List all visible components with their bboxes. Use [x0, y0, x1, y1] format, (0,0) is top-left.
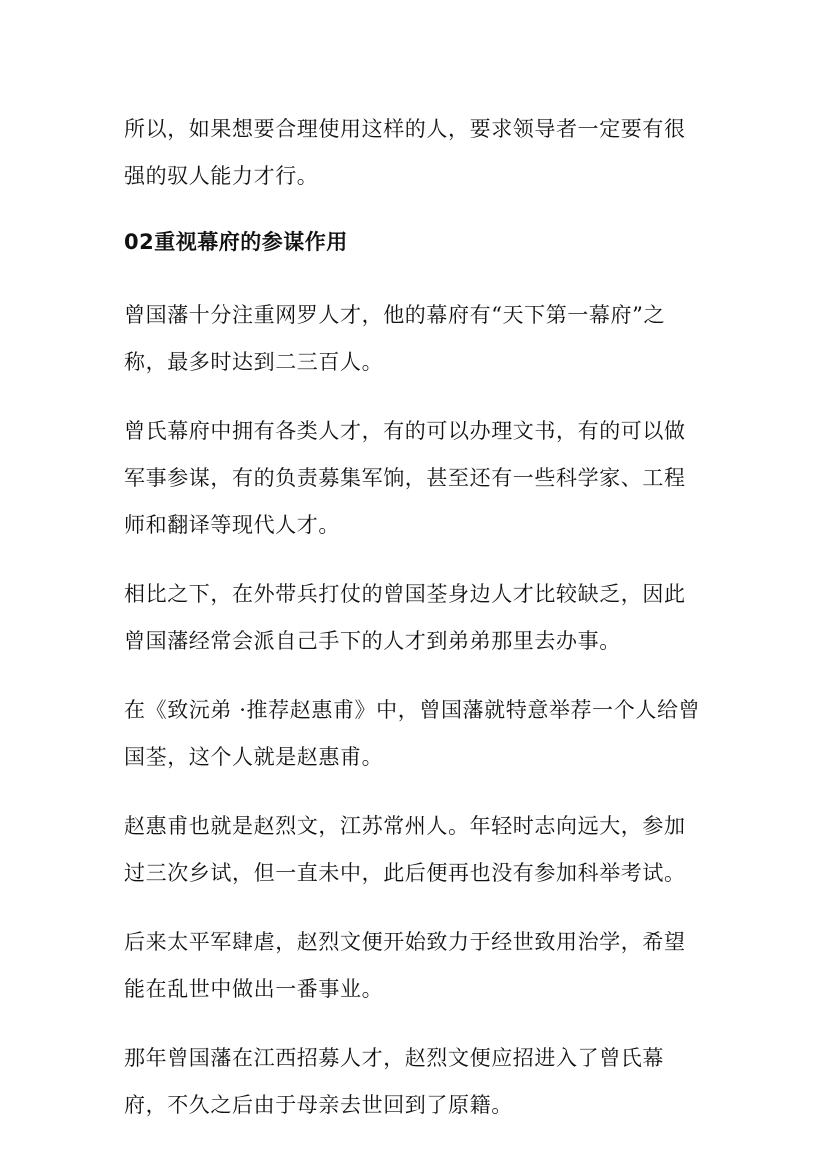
paragraph-4: 在《致沅弟 ·推荐赵惠甫》中，曾国藩就特意举荐一个人给曾国荃，这个人就是赵惠甫。	[124, 698, 701, 769]
section-heading: 02重视幕府的参谋作用	[124, 230, 348, 254]
paragraph-2: 曾氏幕府中拥有各类人才，有的可以办理文书，有的可以做军事参谋，有的负责募集军饷，甚至还有一些科学家、工程师和翻译等现代人才。	[124, 419, 686, 537]
paragraph-7: 那年曾国藩在江西招募人才，赵烈文便应招进入了曾氏幕府，不久之后由于母亲去世回到了原籍。	[124, 1046, 664, 1117]
paragraph-intro: 所以，如果想要合理使用这样的人，要求领导者一定要有很强的驭人能力才行。	[124, 117, 686, 188]
paragraph-6: 后来太平军肆虐，赵烈文便开始致力于经世致用治学，希望能在乱世中做出一番事业。	[124, 930, 686, 1001]
paragraph-1: 曾国藩十分注重网罗人才，他的幕府有“天下第一幕府”之称，最多时达到二三百人。	[124, 303, 666, 374]
paragraph-3: 相比之下，在外带兵打仗的曾国荃身边人才比较缺乏，因此曾国藩经常会派自己手下的人才到弟弟那里去办事。	[124, 582, 686, 653]
paragraph-5: 赵惠甫也就是赵烈文，江苏常州人。年轻时志向远大，参加过三次乡试，但一直未中，此后便再也没有参加科举考试。	[124, 814, 686, 885]
